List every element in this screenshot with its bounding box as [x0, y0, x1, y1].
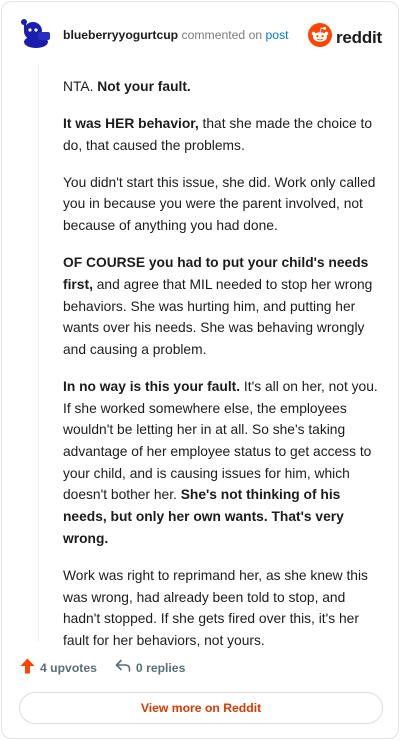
- comment-paragraph: [63, 376, 383, 550]
- comment-paragraph: [63, 565, 383, 652]
- comment-paragraph: [63, 172, 383, 237]
- paragraph-bold-text: OF COURSE you had to put your child's needs first,: [63, 255, 369, 292]
- view-more-button[interactable]: View more on Reddit: [19, 692, 383, 724]
- upvote-count: 4 upvotes: [40, 660, 97, 675]
- comment-actions: [20, 658, 185, 677]
- username-link[interactable]: blueberryyogurtcup: [63, 28, 179, 42]
- paragraph-bold-text: Not your fault.: [97, 79, 191, 94]
- thread-line: [38, 64, 39, 642]
- reply-arrow-icon: [115, 659, 131, 676]
- comment-paragraph: [63, 113, 383, 156]
- comment-paragraph: [63, 76, 383, 98]
- paragraph-bold-text: She's not thinking of his needs, but only her own wants. That's very wrong.: [63, 487, 344, 546]
- reddit-brand[interactable]: [308, 23, 382, 52]
- post-link[interactable]: post: [265, 28, 289, 42]
- upvote-arrow-icon: [20, 658, 35, 677]
- paragraph-text: NTA.: [63, 79, 98, 94]
- comment-embed-card: [1, 1, 399, 739]
- reply-count: 0 replies: [135, 660, 186, 675]
- paragraph-text: It's all on her, not you. If she worked somewhere else, the employees wouldn't be letting her in at all. So she's taking advantage of her employee status to get access to your child, and is causing issues for him, which doesn't bother her.: [63, 378, 378, 503]
- paragraph-text: Work was right to reprimand her, as she knew this was wrong, had already been told to stop, and hadn't stopped. If she gets fired over this, it's her fault for her behaviors, not yours.: [63, 567, 368, 648]
- reddit-logo-icon: [308, 23, 332, 52]
- paragraph-text: that she made the choice to do, that caused the problems.: [63, 116, 373, 153]
- comment-meta: [63, 28, 289, 42]
- comment-body: [63, 76, 383, 667]
- commented-on-text: commented on: [181, 28, 263, 42]
- paragraph-bold-text: In no way is this your fault.: [63, 378, 241, 394]
- reply-button[interactable]: [115, 659, 185, 676]
- upvote-button[interactable]: [20, 658, 97, 677]
- avatar[interactable]: [20, 18, 52, 50]
- comment-header: [20, 18, 382, 54]
- comment-paragraph: [63, 252, 383, 361]
- paragraph-text: You didn't start this issue, she did. Work only called you in because you were the parent involved, not because of anything you had done.: [63, 174, 376, 234]
- reddit-wordmark: reddit: [335, 27, 382, 47]
- paragraph-bold-text: It was HER behavior,: [63, 116, 199, 131]
- paragraph-text: and agree that MIL needed to stop her wrong behaviors. She was hurting him, and putting her wants over his needs. She was behaving wrongly and causing a problem.: [63, 276, 373, 357]
